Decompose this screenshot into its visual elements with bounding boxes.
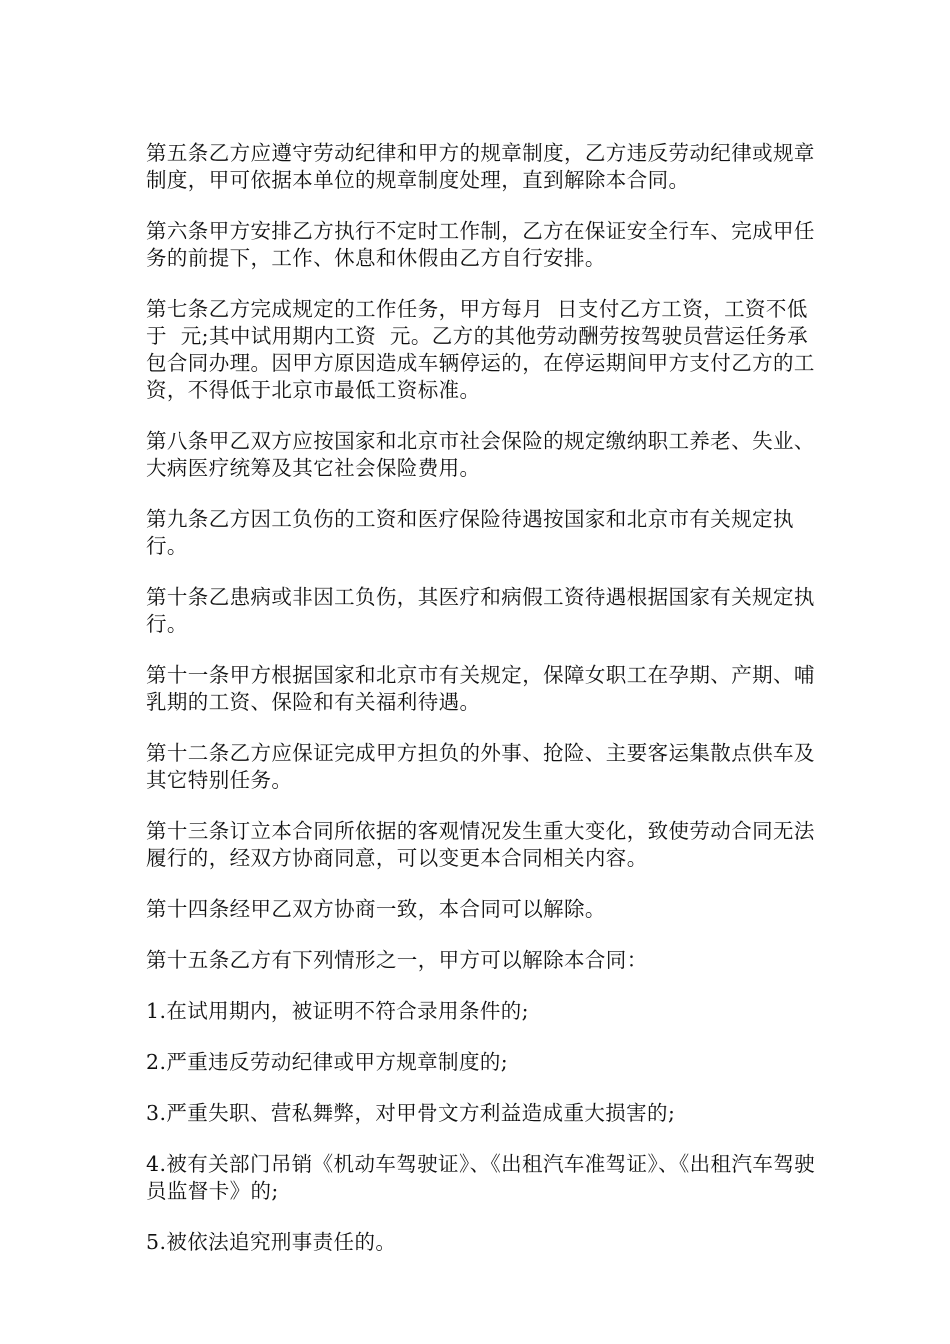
clause-6: 第六条甲方安排乙方执行不定时工作制，乙方在保证安全行车、完成甲任务的前提下，工作、休息和休假由乙方自行安排。 [146,219,815,270]
document-body [146,140,816,1280]
clause-10: 第十条乙患病或非因工负伤，其医疗和病假工资待遇根据国家有关规定执行。 [146,585,815,636]
clause-14: 第十四条经甲乙双方协商一致，本合同可以解除。 [146,897,606,921]
clause-8: 第八条甲乙双方应按国家和北京市社会保险的规定缴纳职工养老、失业、大病医疗统筹及其它社会保险费用。 [146,429,815,480]
clause-15-item-4: 4.被有关部门吊销《机动车驾驶证》、《出租汽车准驾证》、《出租汽车驾驶员监督卡》的; [146,1152,816,1203]
clause-11: 第十一条甲方根据国家和北京市有关规定，保障女职工在孕期、产期、哺乳期的工资、保险和有关福利待遇。 [146,663,815,714]
clause-15-item-2: 2.严重违反劳动纪律或甲方规章制度的; [146,1050,509,1074]
clause-15: 第十五条乙方有下列情形之一，甲方可以解除本合同： [146,948,648,972]
clause-13: 第十三条订立本合同所依据的客观情况发生重大变化，致使劳动合同无法履行的，经双方协商同意，可以变更本合同相关内容。 [146,819,815,870]
clause-12: 第十二条乙方应保证完成甲方担负的外事、抢险、主要客运集散点供车及其它特别任务。 [146,741,815,792]
clause-7: 第七条乙方完成规定的工作任务，甲方每月 日支付乙方工资，工资不低于 元;其中试用期内工资 元。乙方的其他劳动酬劳按驾驶员营运任务承包合同办理。因甲方原因造成车辆停运的，在停运期间甲方支付乙方的工资，不得低于北京市最低工资标准。 [146,297,815,402]
clause-15-item-3: 3.严重失职、营私舞弊，对甲骨文方利益造成重大损害的; [146,1101,676,1125]
clause-9: 第九条乙方因工负伤的工资和医疗保险待遇按国家和北京市有关规定执行。 [146,507,794,558]
clause-15-item-5: 5.被依法追究刑事责任的。 [146,1230,397,1254]
clause-15-item-1: 1.在试用期内，被证明不符合录用条件的; [146,999,529,1023]
clause-5: 第五条乙方应遵守劳动纪律和甲方的规章制度，乙方违反劳动纪律或规章制度，甲可依据本单位的规章制度处理，直到解除本合同。 [146,141,815,192]
